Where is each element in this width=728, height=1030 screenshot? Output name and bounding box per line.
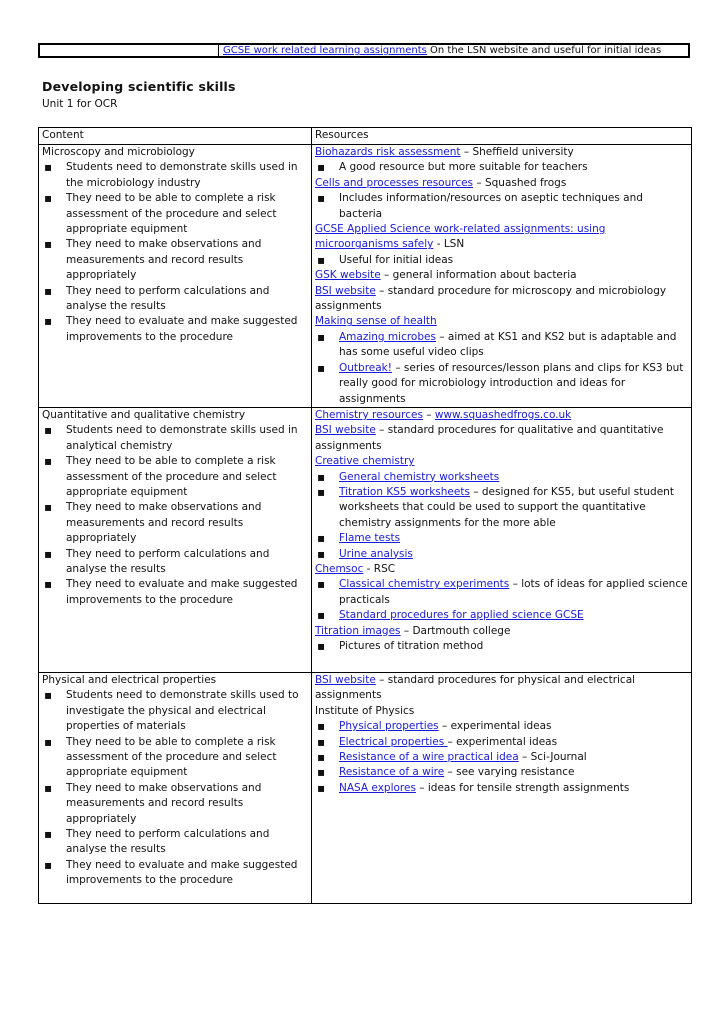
resource-link[interactable]: Outbreak! (339, 361, 392, 374)
resource-note: – standard procedures for physical and electrical assignments (315, 673, 636, 702)
list-item: ▪ They need to perform calculations and analyse the results (42, 284, 308, 315)
resource-line (315, 562, 688, 577)
list-item: ▪ Students need to demonstrate skills used in the microbiology industry (42, 160, 308, 191)
list-item (315, 330, 688, 361)
resource-note: – series of resources/lesson plans and clips for KS3 but really good for microbiology introduction and ideas for assignments (339, 361, 684, 405)
list-item (315, 361, 688, 407)
content-cell (39, 407, 312, 672)
list-item: ▪ They need to make observations and measurements and record results appropriately (42, 500, 308, 546)
resource-list (315, 639, 688, 654)
list-item (315, 547, 688, 562)
resource-note: – standard procedure for microscopy and microbiology assignments (315, 284, 667, 313)
resource-link[interactable]: GCSE Applied Science work-related assignments: using microorganisms safely (315, 223, 606, 251)
resource-link[interactable]: Biohazards risk assessment (315, 146, 461, 158)
list-item: ▪ They need to make observations and measurements and record results appropriately (42, 781, 308, 827)
resource-line: Institute of Physics (315, 704, 415, 717)
list-item: ▪ They need to perform calculations and analyse the results (42, 547, 308, 578)
resource-link[interactable]: BSI website (315, 284, 376, 297)
resource-link[interactable]: Amazing microbes (339, 330, 436, 343)
header-lsn-link[interactable]: GCSE work related learning assignments (223, 45, 427, 56)
content-cell (39, 672, 312, 903)
list-item (315, 735, 688, 750)
resource-link[interactable]: Chemsoc (315, 562, 364, 575)
resource-link[interactable]: www.squashedfrogs.co.uk (434, 408, 572, 421)
resource-line (315, 176, 688, 191)
page-subtitle: Unit 1 for OCR (42, 98, 118, 110)
resource-list (315, 330, 688, 407)
resources-table (38, 127, 692, 904)
resource-list (315, 191, 688, 222)
list-item: ▪ They need to be able to complete a risk assessment of the procedure and select appropriate equipment (42, 454, 308, 500)
resource-note: – lots of ideas for applied science practicals (339, 578, 688, 606)
list-item (315, 470, 688, 485)
resource-link[interactable]: General chemistry worksheets (339, 470, 500, 483)
resource-link[interactable]: Cells and processes resources (315, 176, 474, 189)
resource-note: – standard procedures for qualitative and quantitative assignments (315, 424, 664, 452)
resource-line (315, 408, 688, 423)
list-item: ▪ Students need to demonstrate skills used in analytical chemistry (42, 423, 308, 454)
resource-list (315, 253, 688, 268)
resource-link[interactable]: Flame tests (339, 532, 401, 545)
table-row (39, 145, 692, 408)
resource-line (315, 454, 688, 469)
list-item (315, 719, 688, 734)
list-item: ▪ Includes information/resources on aseptic techniques and bacteria (315, 191, 688, 222)
resource-note: – aimed at KS1 and KS2 but is adaptable and has some useful video clips (339, 330, 677, 359)
table-header-row (39, 128, 692, 145)
resource-link[interactable]: BSI website (315, 673, 376, 686)
resource-link[interactable]: Standard procedures for applied science GCSE (339, 609, 584, 622)
list-item: ▪ They need to be able to complete a risk assessment of the procedure and select appropriate equipment (42, 191, 308, 237)
resource-note: - RSC (363, 562, 396, 575)
header-box-description: On the LSN website and useful for initial ideas (426, 45, 662, 56)
list-item (315, 608, 688, 623)
content-title: Physical and electrical properties (42, 673, 217, 686)
resource-link[interactable]: Titration images (315, 624, 401, 637)
resources-cell (312, 145, 692, 408)
content-list (42, 160, 308, 345)
list-item (315, 781, 688, 796)
resource-link[interactable]: Urine analysis (339, 547, 413, 560)
resource-line (315, 145, 688, 160)
resource-list (315, 719, 688, 796)
list-item: ▪ They need to perform calculations and analyse the results (42, 827, 308, 858)
resource-line (315, 314, 688, 329)
resource-link[interactable]: Classical chemistry experiments (339, 578, 510, 591)
resource-note: – experimental ideas (447, 735, 558, 748)
resource-link[interactable]: Making sense of health (315, 315, 437, 328)
header-box-text (218, 45, 661, 56)
resource-note: – see varying resistance (444, 766, 575, 779)
page-title: Developing scientific skills (42, 79, 236, 94)
resources-cell (312, 672, 692, 903)
resource-line (315, 284, 688, 315)
resource-line (315, 222, 688, 253)
resource-link[interactable]: Electrical properties (339, 735, 448, 748)
list-item: ▪ They need to evaluate and make suggested improvements to the procedure (42, 314, 308, 345)
list-item (315, 531, 688, 546)
list-item: ▪ Students need to demonstrate skills used to investigate the physical and electrical properties of materials (42, 688, 308, 734)
resource-note: – Dartmouth college (400, 624, 511, 637)
table-row (39, 407, 692, 672)
resource-link[interactable]: Physical properties (339, 720, 439, 733)
resource-line (315, 268, 688, 283)
list-item: ▪ They need to evaluate and make suggested improvements to the procedure (42, 858, 308, 889)
resource-link[interactable]: Titration KS5 worksheets (339, 485, 470, 498)
resource-note: – Sci-Journal (518, 750, 587, 763)
resource-note: – Squashed frogs (473, 176, 567, 189)
resource-note: – (422, 408, 435, 421)
resource-note: – Sheffield university (460, 146, 574, 158)
content-title: Microscopy and microbiology (42, 146, 195, 158)
content-list (42, 423, 308, 608)
resource-list (315, 577, 688, 623)
resource-link[interactable]: BSI website (315, 424, 376, 437)
list-item: ▪ They need to make observations and measurements and record results appropriately (42, 237, 308, 283)
list-item (315, 765, 688, 780)
list-item: ▪ Useful for initial ideas (315, 253, 688, 268)
header-content: Content (39, 128, 312, 145)
resource-link[interactable]: NASA explores (339, 781, 416, 794)
list-item: ▪ They need to be able to complete a risk assessment of the procedure and select appropriate equipment (42, 735, 308, 781)
resource-link[interactable]: Resistance of a wire (339, 766, 445, 779)
resource-link[interactable]: GSK website (315, 269, 381, 282)
resources-cell (312, 407, 692, 672)
header-resources: Resources (312, 128, 692, 145)
resource-note: - LSN (433, 238, 465, 251)
resource-list (315, 160, 688, 175)
content-cell (39, 145, 312, 408)
resource-note: – general information about bacteria (380, 269, 577, 282)
list-item (315, 485, 688, 531)
list-item: ▪ Pictures of titration method (315, 639, 688, 654)
resource-list (315, 470, 688, 562)
resource-link[interactable]: Creative chemistry (315, 455, 415, 468)
header-box (38, 43, 690, 58)
resource-line (315, 423, 688, 454)
list-item: ▪ A good resource but more suitable for teachers (315, 160, 688, 175)
resource-link[interactable]: Chemistry resources (315, 408, 423, 421)
resource-note: – designed for KS5, but useful student worksheets that could be used to support the quantitative chemistry assignments for the more able (339, 485, 674, 529)
table-row (39, 672, 692, 903)
resource-line (315, 673, 688, 704)
resource-note: – experimental ideas (438, 720, 552, 733)
list-item: ▪ They need to evaluate and make suggested improvements to the procedure (42, 577, 308, 608)
resource-link[interactable]: Resistance of a wire practical idea (339, 750, 519, 763)
resource-line (315, 624, 688, 639)
content-list (42, 688, 308, 888)
resource-note: – ideas for tensile strength assignments (415, 781, 630, 794)
list-item (315, 750, 688, 765)
list-item (315, 577, 688, 608)
content-title: Quantitative and qualitative chemistry (42, 408, 246, 421)
